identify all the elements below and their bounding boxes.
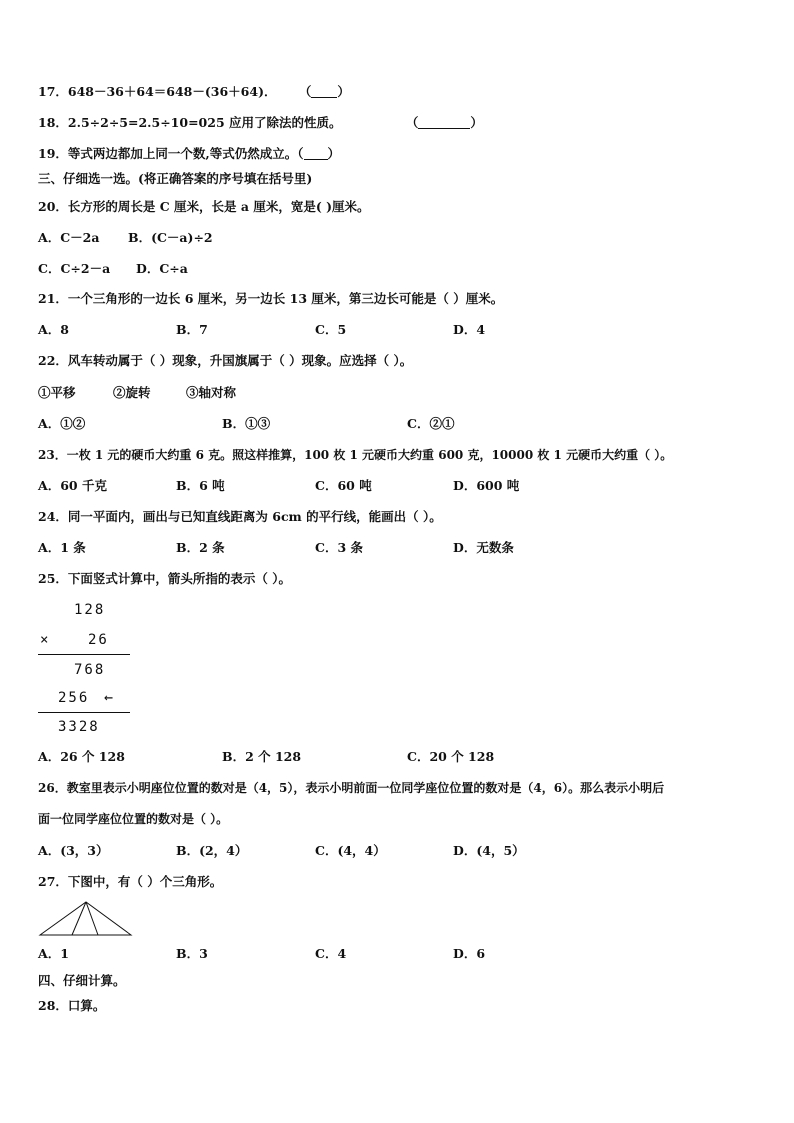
multiply-sign: ×: [40, 632, 51, 648]
option-c[interactable]: C．60 吨: [315, 478, 372, 493]
calc-line-2: [38, 712, 130, 713]
option-b[interactable]: B．6 吨: [176, 478, 225, 493]
question-18-text: 18．2.5÷2÷5=2.5÷10=025 应用了除法的性质。: [38, 115, 342, 130]
question-27-text: 27．下图中，有（ ）个三角形。: [38, 874, 223, 889]
triangle-figure: [38, 900, 134, 938]
option-a[interactable]: A．26 个 128: [38, 749, 125, 764]
answer-paren-open: （: [298, 84, 312, 99]
option-c[interactable]: C．20 个 128: [407, 749, 495, 764]
option-c[interactable]: C．C÷2－a: [38, 261, 111, 276]
calc-partial-1: 768: [74, 662, 106, 678]
question-22-text: 22．风车转动属于（ ）现象，升国旗属于（ ）现象。应选择（ ）。: [38, 353, 413, 368]
answer-paren-open: （: [405, 115, 419, 130]
option-d[interactable]: D．无数条: [453, 540, 514, 555]
answer-paren-close: ）: [327, 146, 341, 161]
question-23-text: 23．一枚 1 元的硬币大约重 6 克。照这样推算，100 枚 1 元硬币大约重 600 克，10000 枚 1 元硬币大约重（ ）。: [38, 448, 673, 462]
section-4-heading: 四、仔细计算。: [38, 973, 126, 988]
option-a[interactable]: A．8: [38, 322, 69, 337]
question-25-text: 25．下面竖式计算中，箭头所指的表示（ ）。: [38, 571, 291, 586]
option-d[interactable]: D．C÷a: [136, 261, 188, 276]
question-28-text: 28．口算。: [38, 998, 106, 1013]
option-c[interactable]: C．3 条: [315, 540, 363, 555]
answer-blank[interactable]: [304, 147, 328, 160]
answer-paren-close: ）: [470, 115, 483, 130]
question-17-text: 17．648－36＋64＝648－(36＋64)．: [38, 84, 277, 99]
option-a[interactable]: A．(3，3）: [38, 843, 109, 858]
option-d[interactable]: D．4: [453, 322, 486, 337]
choice-rotation: ②旋转: [113, 385, 151, 400]
choice-symmetry: ③轴对称: [186, 385, 237, 400]
answer-paren-close: ）: [337, 84, 350, 99]
question-17: [38, 84, 350, 100]
question-19: [38, 146, 340, 162]
outer-triangle: [40, 902, 131, 935]
calc-top: 128: [74, 602, 106, 618]
option-b[interactable]: B．(2，4）: [176, 843, 248, 858]
option-a[interactable]: A．60 千克: [38, 478, 107, 493]
option-a[interactable]: A．1 条: [38, 540, 86, 555]
question-18: [38, 115, 483, 131]
option-b[interactable]: B．(C－a)÷2: [128, 230, 213, 245]
option-b[interactable]: B．①③: [222, 416, 271, 431]
option-b[interactable]: B．3: [176, 946, 208, 961]
question-24-text: 24．同一平面内，画出与已知直线距离为 6cm 的平行线，能画出（ ）。: [38, 509, 442, 524]
option-c[interactable]: C．(4，4）: [315, 843, 386, 858]
option-c[interactable]: C．5: [315, 322, 347, 337]
question-26-text-line1: 26．教室里表示小明座位位置的数对是（4，5），表示小明前面一位同学座位位置的数对是（4，6）。那么表示小明后: [38, 781, 665, 795]
option-d[interactable]: D．600 吨: [453, 478, 520, 493]
question-19-text: 19．等式两边都加上同一个数,等式仍然成立。（: [38, 146, 304, 161]
question-26-text-line2: 面一位同学座位位置的数对是（ ）。: [38, 812, 229, 826]
question-20-text: 20．长方形的周长是 C 厘米，长是 a 厘米，宽是( )厘米。: [38, 199, 370, 214]
choice-translation: ①平移: [38, 385, 76, 400]
option-b[interactable]: B．2 条: [176, 540, 225, 555]
answer-blank[interactable]: [311, 85, 337, 98]
option-d[interactable]: D．(4，5）: [453, 843, 525, 858]
option-c[interactable]: C．②①: [407, 416, 455, 431]
arrow-icon: ←: [104, 688, 116, 706]
option-b[interactable]: B．7: [176, 322, 208, 337]
option-b[interactable]: B．2 个 128: [222, 749, 302, 764]
answer-blank[interactable]: [418, 116, 470, 129]
option-a[interactable]: A．1: [38, 946, 69, 961]
question-21-text: 21．一个三角形的一边长 6 厘米，另一边长 13 厘米，第三边长可能是（ ）厘米。: [38, 291, 504, 306]
calc-multiplier: 26: [88, 632, 109, 648]
option-d[interactable]: D．6: [453, 946, 486, 961]
section-3-heading: 三、仔细选一选。(将正确答案的序号填在括号里): [38, 171, 313, 186]
calc-partial-2: 256: [58, 690, 90, 706]
calc-line-1: [38, 654, 130, 655]
option-c[interactable]: C．4: [315, 946, 347, 961]
calc-result: 3328: [58, 719, 100, 735]
option-a[interactable]: A．①②: [38, 416, 86, 431]
option-a[interactable]: A．C－2a: [38, 230, 100, 245]
